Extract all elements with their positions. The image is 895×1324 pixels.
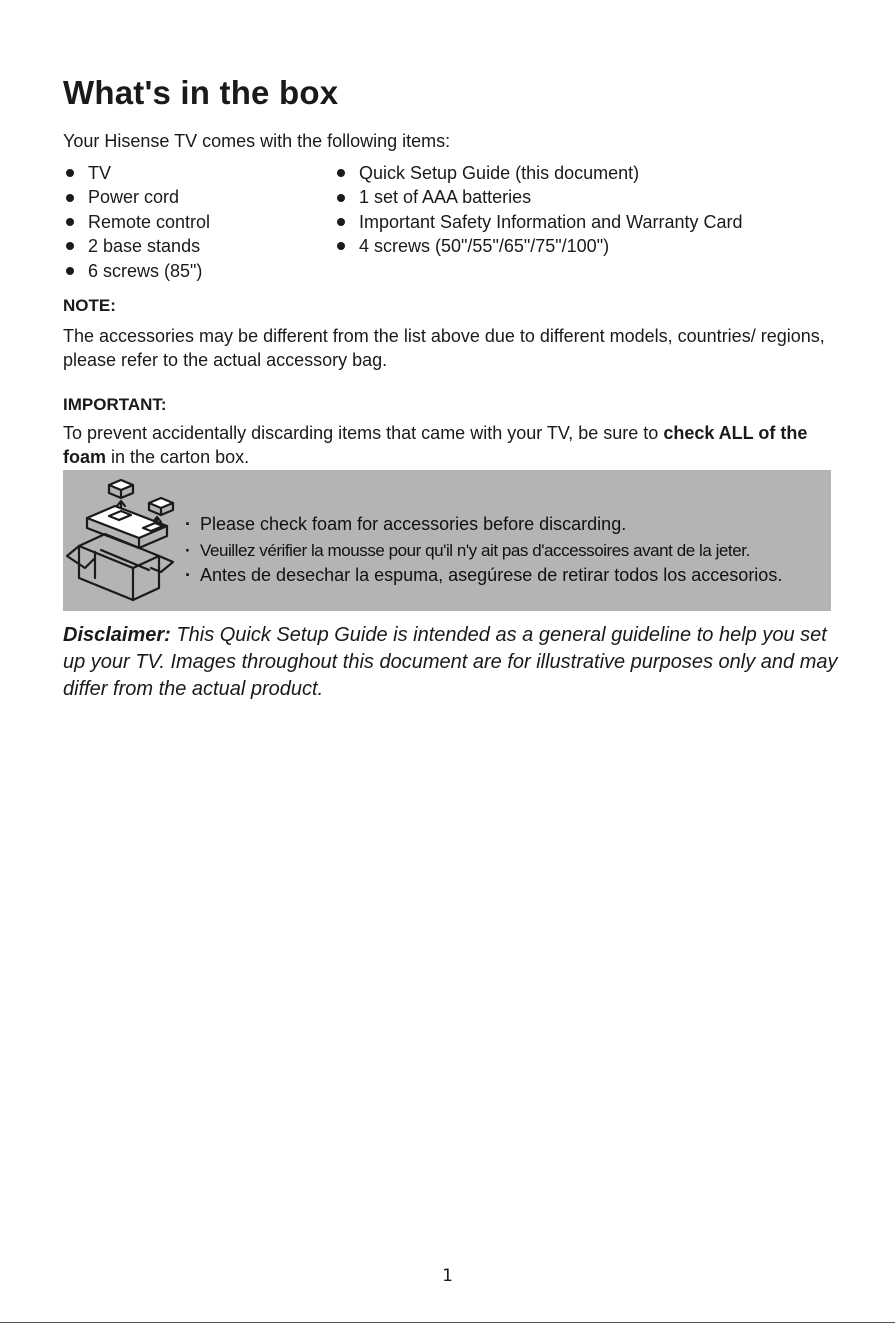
important-text [63,421,838,469]
disclaimer-text: This Quick Setup Guide is intended as a general guideline to help you set up your TV. Images throughout this document are for illustrative purposes only and may differ from the actual product. [63,624,838,700]
page-number: 1 [442,1266,453,1286]
bullet-icon [66,218,74,226]
list-item [334,210,854,234]
list-item-label: Power cord [88,187,180,208]
dot-icon: · [185,514,191,534]
bullet-icon [337,194,345,202]
bullet-icon [66,194,74,202]
list-item [334,234,854,258]
bullet-icon [66,242,74,250]
intro-text: Your Hisense TV comes with the following items: [63,131,451,151]
list-item [63,234,323,258]
bullet-icon [337,218,345,226]
list-item-label: 2 base stands [88,236,201,257]
list-item-label: Important Safety Information and Warranty Card [359,211,743,232]
important-text-start: To prevent accidentally discarding items that came with your TV, be sure to [63,423,664,443]
list-item-label: Quick Setup Guide (this document) [359,163,640,183]
list-item [334,185,854,209]
important-heading: IMPORTANT: [63,395,167,414]
list-item-label: TV [88,163,112,183]
disclaimer-lead: Disclaimer: [63,624,171,646]
list-item-label: 6 screws (85") [88,260,203,281]
important-text-end: in the carton box. [106,447,250,467]
foam-note-text: Please check foam for accessories before discarding. [200,514,627,534]
disclaimer [63,622,853,703]
foam-check-notes [185,512,782,589]
list-item [63,161,323,185]
foam-note-text: Antes de desechar la espuma, asegúrese de retirar todos los accesorios. [200,565,783,585]
list-item [63,259,323,283]
bullet-icon [337,169,345,177]
note-heading: NOTE: [63,296,116,315]
box-contents-left-column [63,161,323,283]
list-item [63,210,323,234]
list-item-label: 4 screws (50"/55"/65"/75"/100") [359,236,610,257]
foam-note-spanish [185,563,782,589]
bullet-icon [66,267,74,275]
list-item [334,161,854,185]
bullet-icon [337,242,345,250]
foam-check-banner [63,470,831,611]
page-title: What's in the box [63,74,339,111]
dot-icon: · [185,565,191,585]
foam-note-text: Veuillez vérifier la mousse pour qu'il n'y ait pas d'accessoires avant de la jeter. [200,540,750,560]
foam-note-french [185,538,782,564]
list-item [63,185,323,209]
list-item-label: 1 set of AAA batteries [359,187,532,208]
list-item-label: Remote control [88,211,211,232]
foam-note-english [185,512,782,538]
dot-icon: · [185,540,191,560]
box-contents-right-column [334,161,854,259]
bottom-rule [0,1322,895,1323]
note-text: The accessories may be different from the list above due to different models, countries/ regions, please refer to the actual accessory bag. [63,326,825,370]
bullet-icon [66,169,74,177]
carton-box-foam-icon [65,478,185,608]
important-emphasis: check ALL of the foam [63,423,808,467]
